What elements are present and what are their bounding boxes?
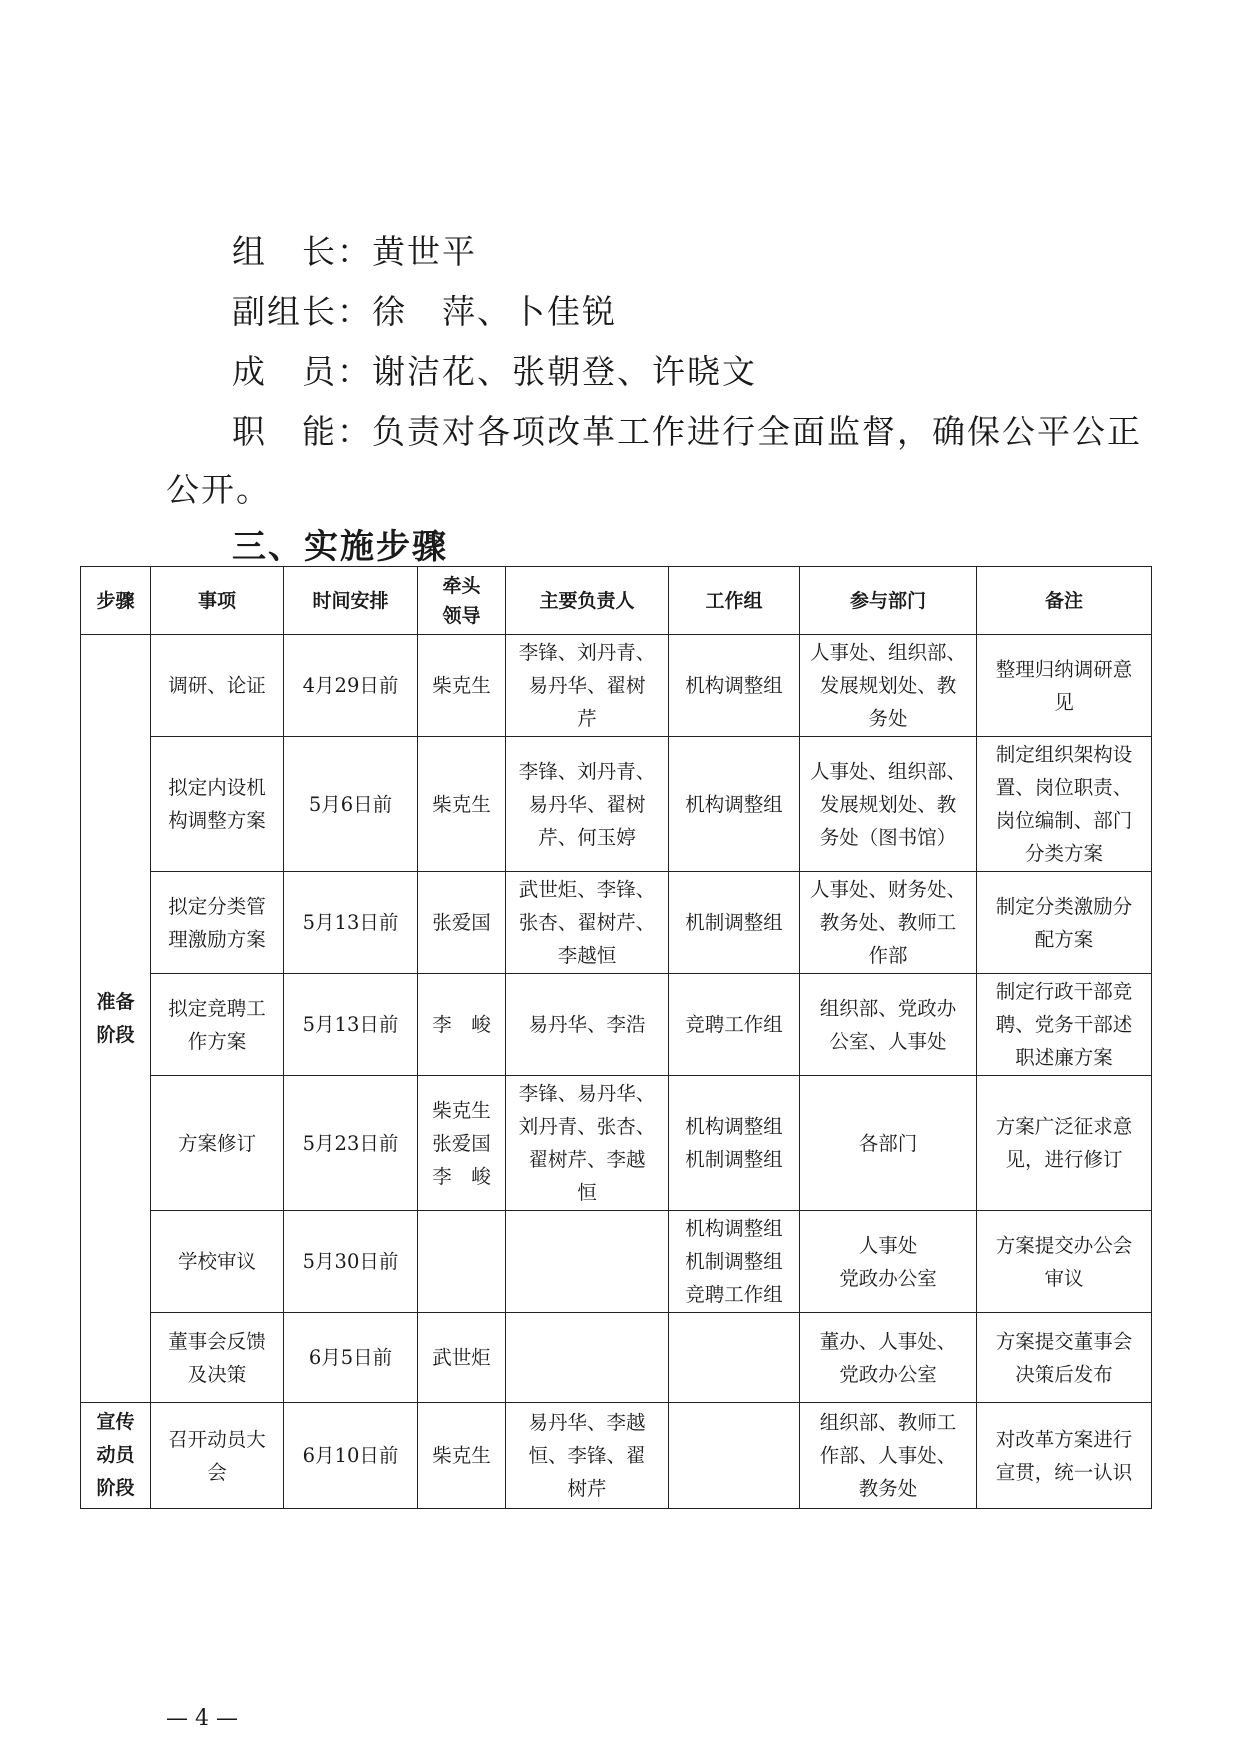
page-number: — 4 — — [166, 1706, 238, 1731]
function-continuation: 公开。 — [166, 470, 271, 509]
table-row: 准备 阶段 调研、论证 4月29日前 柴克生 李锋、刘丹青、 易丹华、翟树 芹 机构调整组 人事处、组织部、 发展规划处、教 务处 整理归纳调研意 见 — [81, 635, 1152, 737]
stage-publicity-mobilization: 宣传 动员 阶段 — [81, 1403, 151, 1509]
leader-name: 黄世平 — [372, 232, 477, 271]
table-row: 董事会反馈 及决策 6月5日前 武世炬 董办、人事处、 党政办公室 方案提交董事会 决策后发布 — [81, 1313, 1152, 1403]
deputy-leader-line — [232, 292, 617, 332]
header-lead: 牵头 领导 — [418, 567, 506, 635]
deputy-leader-label: 副组长： — [232, 292, 372, 331]
table-header-row — [81, 567, 1152, 635]
table-row: 拟定竞聘工 作方案 5月13日前 李 峻 易丹华、李浩 竞聘工作组 组织部、党政办 公室、人事处 制定行政干部竞 聘、党务干部述 职述廉方案 — [81, 974, 1152, 1076]
deputy-leader-names: 徐 萍、卜佳锐 — [372, 292, 617, 331]
header-schedule: 时间安排 — [284, 567, 418, 635]
header-working-group: 工作组 — [669, 567, 800, 635]
table-row: 学校审议 5月30日前 机构调整组 机制调整组 竞聘工作组 人事处 党政办公室 方案提交办公会 审议 — [81, 1211, 1152, 1313]
header-step: 步骤 — [81, 567, 151, 635]
members-names: 谢洁花、张朝登、许晓文 — [372, 352, 757, 391]
leader-label: 组 长： — [232, 232, 372, 271]
header-responsible: 主要负责人 — [506, 567, 669, 635]
header-departments: 参与部门 — [800, 567, 977, 635]
leader-line — [232, 232, 477, 272]
header-item: 事项 — [151, 567, 284, 635]
table-row: 方案修订 5月23日前 柴克生 张爱国 李 峻 李锋、易丹华、 刘丹青、张杏、 翟树芹、李越 恒 机构调整组 机制调整组 各部门 方案广泛征求意 见，进行修订 — [81, 1076, 1152, 1211]
table-row: 拟定分类管 理激励方案 5月13日前 张爱国 武世炬、李锋、 张杏、翟树芹、 李越恒 机制调整组 人事处、财务处、 教务处、教师工 作部 制定分类激励分 配方案 — [81, 872, 1152, 974]
stage-preparation: 准备 阶段 — [81, 635, 151, 1403]
members-line — [232, 352, 757, 392]
members-label: 成 员： — [232, 352, 372, 391]
header-remarks: 备注 — [977, 567, 1152, 635]
table-row: 拟定内设机 构调整方案 5月6日前 柴克生 李锋、刘丹青、 易丹华、翟树 芹、何玉婷 机构调整组 人事处、组织部、 发展规划处、教 务处（图书馆） 制定组织架构设 置、岗位职责、 岗位编制、部门 分类方案 — [81, 737, 1152, 872]
implementation-steps-table — [80, 566, 1152, 1509]
table-row: 宣传 动员 阶段 召开动员大 会 6月10日前 柴克生 易丹华、李越 恒、李锋、翟 树芹 组织部、教师工 作部、人事处、 教务处 对改革方案进行 宣贯，统一认识 — [81, 1403, 1152, 1509]
function-text: 负责对各项改革工作进行全面监督，确保公平公正 — [372, 412, 1142, 451]
function-label: 职 能： — [232, 412, 372, 451]
function-line — [232, 412, 1142, 452]
section-heading: 三、实施步骤 — [232, 527, 448, 567]
